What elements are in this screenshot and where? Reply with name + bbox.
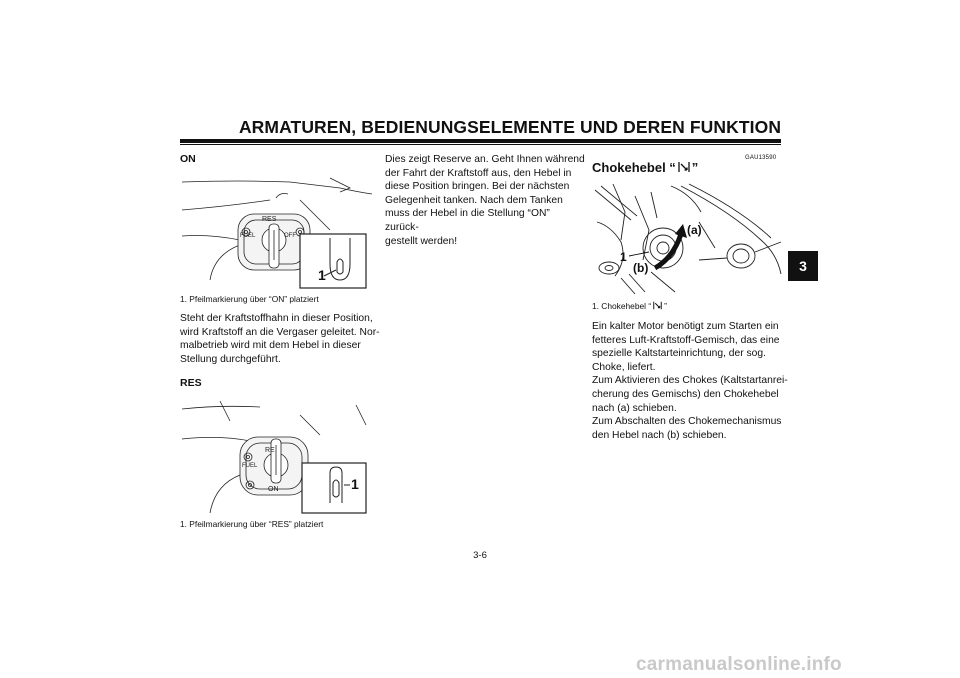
text-line: muss der Hebel in die Stellung “ON” zurück-: [385, 208, 550, 233]
choke-symbol-icon: [653, 301, 662, 310]
choke-heading: [592, 160, 698, 175]
fuel-cock-fuel-label: FUEL: [242, 463, 258, 469]
figure-callout-1: 1: [318, 267, 326, 283]
fuel-cock-re-label: RE: [265, 447, 275, 454]
text-line: Gelegenheit tanken. Nach dem Tanken: [385, 194, 563, 206]
choke-direction-a-label: (a): [687, 223, 702, 237]
choke-heading-text: Chokehebel “: [592, 160, 676, 175]
fuel-cock-on-figure: [180, 170, 375, 292]
fuel-cock-off-label: OFF: [284, 233, 296, 239]
res-paragraph: [385, 153, 585, 248]
text-line: nach (a) schieben.: [592, 402, 677, 414]
page-number: 3-6: [473, 550, 487, 561]
caption-text: ”: [664, 301, 667, 311]
text-line: Dies zeigt Reserve an. Geht Ihnen während: [385, 154, 585, 165]
caption-text: 1. Chokehebel “: [592, 301, 652, 311]
res-heading: RES: [180, 377, 202, 389]
fuel-cock-on-label: ON: [268, 486, 279, 493]
on-paragraph: [180, 312, 380, 366]
choke-heading-text: ”: [691, 160, 699, 175]
choke-symbol-icon: [678, 161, 690, 173]
page-title: ARMATUREN, BEDIENUNGSELEMENTE UND DEREN FUNKTION: [238, 117, 782, 137]
choke-direction-b-label: (b): [633, 261, 649, 275]
text-line: spezielle Kaltstarteinrichtung, der sog.: [592, 348, 766, 360]
figure-callout-1: 1: [620, 250, 627, 264]
text-line: gestellt werden!: [385, 235, 458, 247]
choke-figure-caption: [592, 301, 667, 311]
res-figure-caption: 1. Pfeilmarkierung über “RES” platziert: [180, 519, 324, 529]
on-figure-caption: 1. Pfeilmarkierung über “ON” platziert: [180, 294, 319, 304]
text-line: Ein kalter Motor benötigt zum Starten ein: [592, 321, 779, 332]
choke-paragraph: [592, 320, 792, 442]
reference-code: GAU13590: [745, 155, 777, 161]
text-line: diese Position bringen. Bei der nächsten: [385, 181, 570, 193]
text-line: Steht der Kraftstoffhahn in dieser Position,: [180, 313, 373, 324]
on-heading: ON: [180, 153, 196, 165]
fuel-cock-res-label: RES: [262, 216, 277, 223]
text-line: Zum Abschalten des Chokemechanismus: [592, 416, 782, 428]
header-rule-thin: [180, 144, 781, 145]
watermark[interactable]: carmanualsonline.info: [636, 654, 842, 675]
fuel-cock-res-figure: [180, 395, 375, 517]
text-line: Choke, liefert.: [592, 361, 656, 373]
text-line: malbetrieb wird mit dem Hebel in dieser: [180, 340, 361, 352]
fuel-cock-fuel-label: FUEL: [240, 233, 256, 239]
text-line: cherung des Gemischs) den Chokehebel: [592, 388, 779, 400]
chapter-tab[interactable]: 3: [788, 251, 818, 281]
text-line: fetteres Luft-Kraftstoff-Gemisch, das eine: [592, 334, 780, 346]
choke-lever-figure: [591, 182, 787, 297]
figure-callout-1: 1: [351, 476, 359, 492]
text-line: wird Kraftstoff an die Vergaser geleitet. Nor-: [180, 326, 380, 338]
text-line: der Fahrt der Kraftstoff aus, den Hebel in: [385, 167, 572, 179]
header-rule: [180, 139, 781, 143]
text-line: den Hebel nach (b) schieben.: [592, 429, 727, 441]
text-line: Zum Aktivieren des Chokes (Kaltstartanrei-: [592, 375, 788, 387]
text-line: Stellung durchgeführt.: [180, 353, 281, 365]
